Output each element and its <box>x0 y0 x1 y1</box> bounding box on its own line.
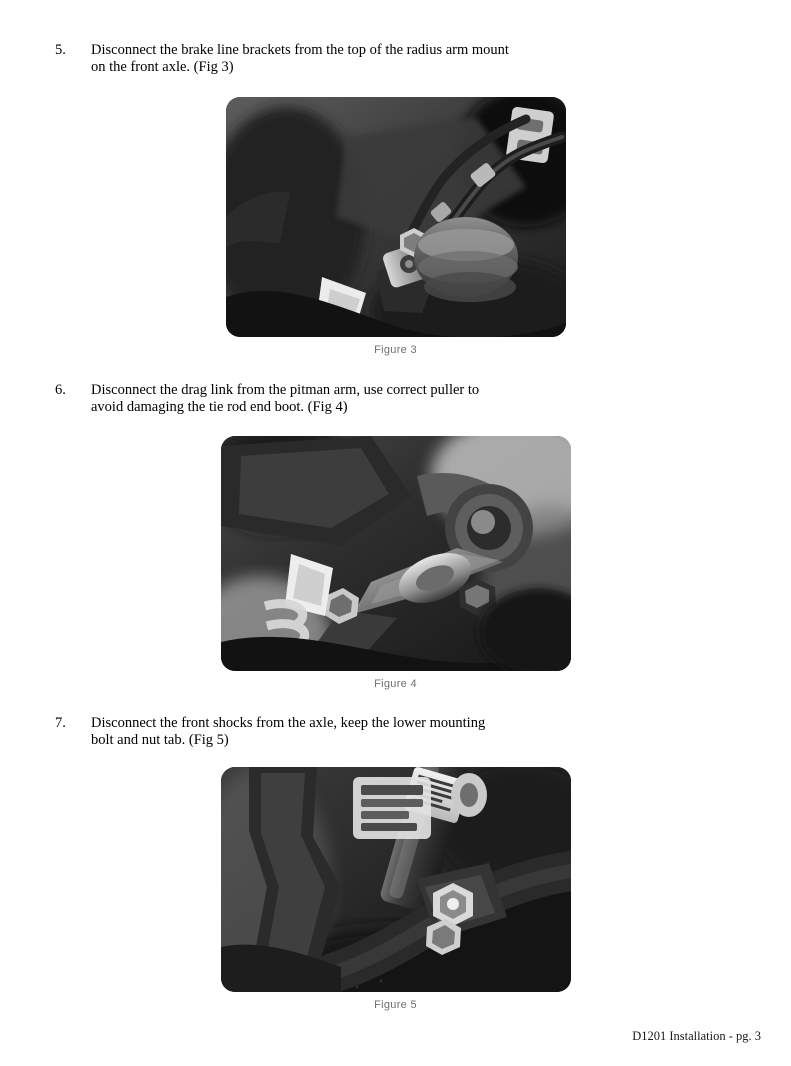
document-page <box>0 42 791 1066</box>
step-text: Disconnect the drag link from the pitman arm, use correct puller to avoid damaging the tie rod end boot. (Fig 4) <box>91 382 480 415</box>
step-number: 5. <box>55 42 66 58</box>
figure-image-4 <box>221 436 571 671</box>
figure-image-5 <box>221 767 571 992</box>
figure-block-4 <box>0 436 791 690</box>
figure-caption-4: Figure 4 <box>374 678 417 690</box>
page-footer: D1201 Installation - pg. 3 <box>632 1029 761 1043</box>
figure-4-graphic <box>221 436 571 671</box>
figure-5-graphic <box>221 767 571 992</box>
step-item <box>0 715 791 749</box>
figure-3-graphic <box>226 97 566 337</box>
step-text: Disconnect the brake line brackets from the top of the radius arm mount on the front axle. (Fig 3) <box>91 42 509 75</box>
figure-block-3 <box>0 97 791 356</box>
step-number: 7. <box>55 715 66 731</box>
step-text: Disconnect the front shocks from the axle, keep the lower mounting bolt and nut tab. (Fig 5) <box>91 715 486 748</box>
step-number: 6. <box>55 382 66 398</box>
step-item <box>0 382 791 416</box>
figure-caption-5: Figure 5 <box>374 999 417 1011</box>
figure-caption-3: Figure 3 <box>374 344 417 356</box>
figure-image-3 <box>226 97 566 337</box>
step-item <box>0 42 791 76</box>
figure-block-5 <box>0 767 791 1011</box>
